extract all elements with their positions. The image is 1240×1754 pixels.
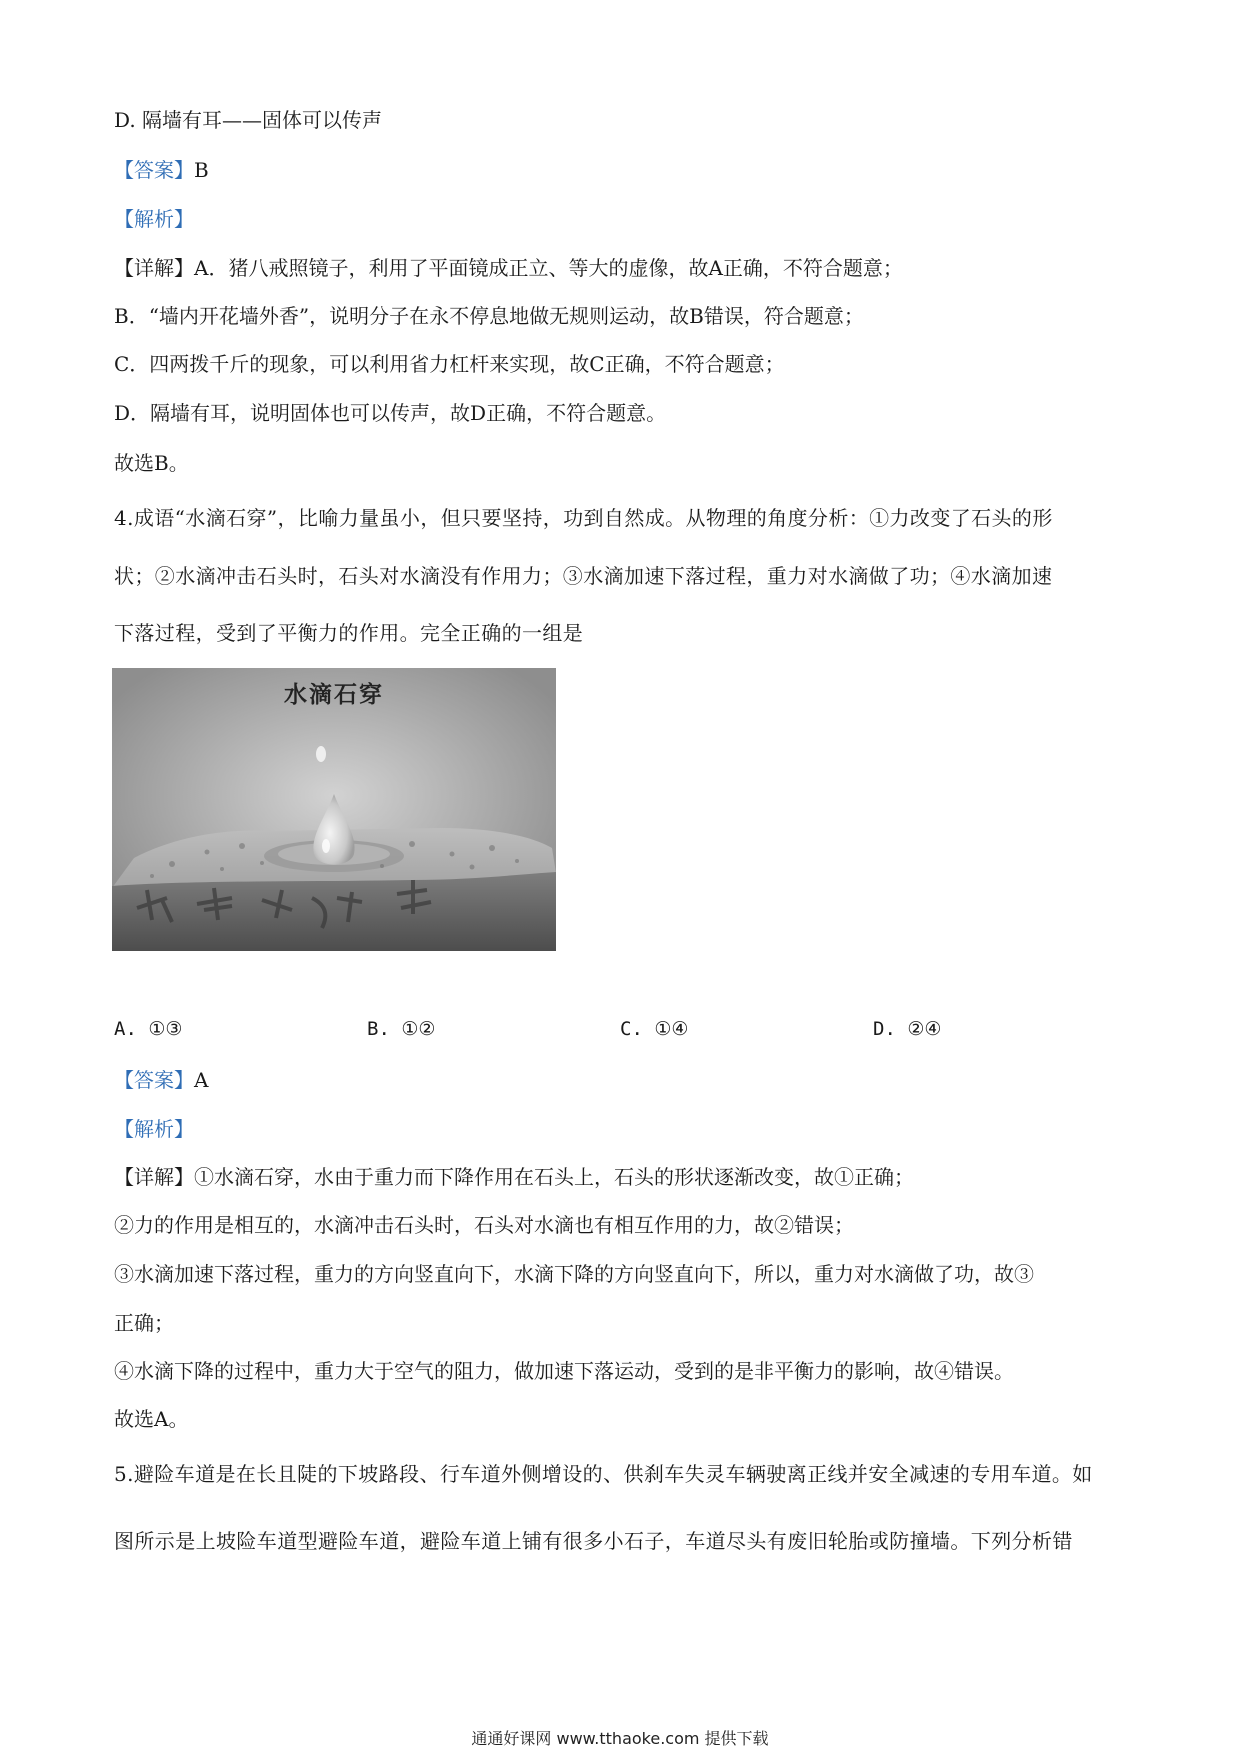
detail-tag: 【详解】 (114, 256, 194, 280)
q4-conclusion: 故选A。 (114, 1407, 189, 1431)
q5-stem-line-1: 5.避险车道是在长且陡的下坡路段、行车道外侧增设的、供刹车失灵车辆驶离正线并安全减速的专用车道。如 (114, 1462, 1093, 1486)
q4-detail-4: ④水滴下降的过程中，重力大于空气的阻力，做加速下落运动，受到的是非平衡力的影响，故④错误。 (114, 1359, 1014, 1383)
answer-tag: 【答案】 (114, 1068, 194, 1092)
q4-option-c: C. ①④ (620, 1018, 689, 1040)
q4-answer-line (114, 1067, 208, 1093)
page-footer: 通通好课网 www.tthaoke.com 提供下载 (471, 1729, 769, 1748)
q4-option-a: A. ①③ (114, 1018, 183, 1040)
q4-option-d: D. ②④ (873, 1018, 942, 1040)
q4-detail-1: ①水滴石穿，水由于重力而下降作用在石头上，石头的形状逐渐改变，故①正确； (194, 1165, 914, 1189)
q3-option-d: D. 隔墙有耳——固体可以传声 (114, 108, 383, 132)
q3-answer: B (194, 158, 209, 182)
q4-analysis-tag: 【解析】 (114, 1117, 194, 1141)
q3-answer-line (114, 157, 209, 183)
q3-detail-a: A．猪八戒照镜子，利用了平面镜成正立、等大的虚像，故A正确，不符合题意； (194, 256, 903, 280)
water-drop-stone-illustration (112, 668, 556, 951)
stone-front (112, 872, 556, 951)
q3-detail-c: C．四两拨千斤的现象，可以利用省力杠杆来实现，故C正确，不符合题意； (114, 352, 785, 376)
q5-stem-line-2: 图所示是上坡险车道型避险车道，避险车道上铺有很多小石子，车道尽头有废旧轮胎或防撞墙。下列分析错 (114, 1529, 1073, 1553)
q3-analysis-tag: 【解析】 (114, 207, 194, 231)
q3-detail-d: D．隔墙有耳，说明固体也可以传声，故D正确，不符合题意。 (114, 401, 667, 425)
q4-answer: A (194, 1068, 209, 1092)
q4-detail-3a: ③水滴加速下落过程，重力的方向竖直向下，水滴下降的方向竖直向下，所以，重力对水滴做了功，故③ (114, 1262, 1034, 1286)
q3-detail-a-line (114, 255, 903, 281)
q4-stem-line-3: 下落过程，受到了平衡力的作用。完全正确的一组是 (114, 621, 584, 645)
falling-drop (316, 746, 326, 762)
q4-detail-1-line (114, 1164, 914, 1190)
q4-detail-3b: 正确； (114, 1311, 174, 1335)
q3-detail-b: B．“墙内开花墙外香”，说明分子在永不停息地做无规则运动，故B错误，符合题意； (114, 304, 864, 328)
q4-detail-2: ②力的作用是相互的，水滴冲击石头时，石头对水滴也有相互作用的力，故②错误； (114, 1213, 854, 1237)
answer-tag: 【答案】 (114, 158, 194, 182)
q4-option-b: B. ①② (367, 1018, 436, 1040)
detail-tag: 【详解】 (114, 1165, 194, 1189)
q3-conclusion: 故选B。 (114, 451, 189, 475)
q4-stem-line-1: 4.成语“水滴石穿”，比喻力量虽小，但只要坚持，功到自然成。从物理的角度分析：①力改变了石头的形 (114, 506, 1053, 530)
water-drop-stone-image (112, 668, 556, 951)
figure-title: 水滴石穿 (284, 682, 384, 708)
q4-stem-line-2: 状；②水滴冲击石头时，石头对水滴没有作用力；③水滴加速下落过程，重力对水滴做了功；④水滴加速 (114, 564, 1053, 588)
